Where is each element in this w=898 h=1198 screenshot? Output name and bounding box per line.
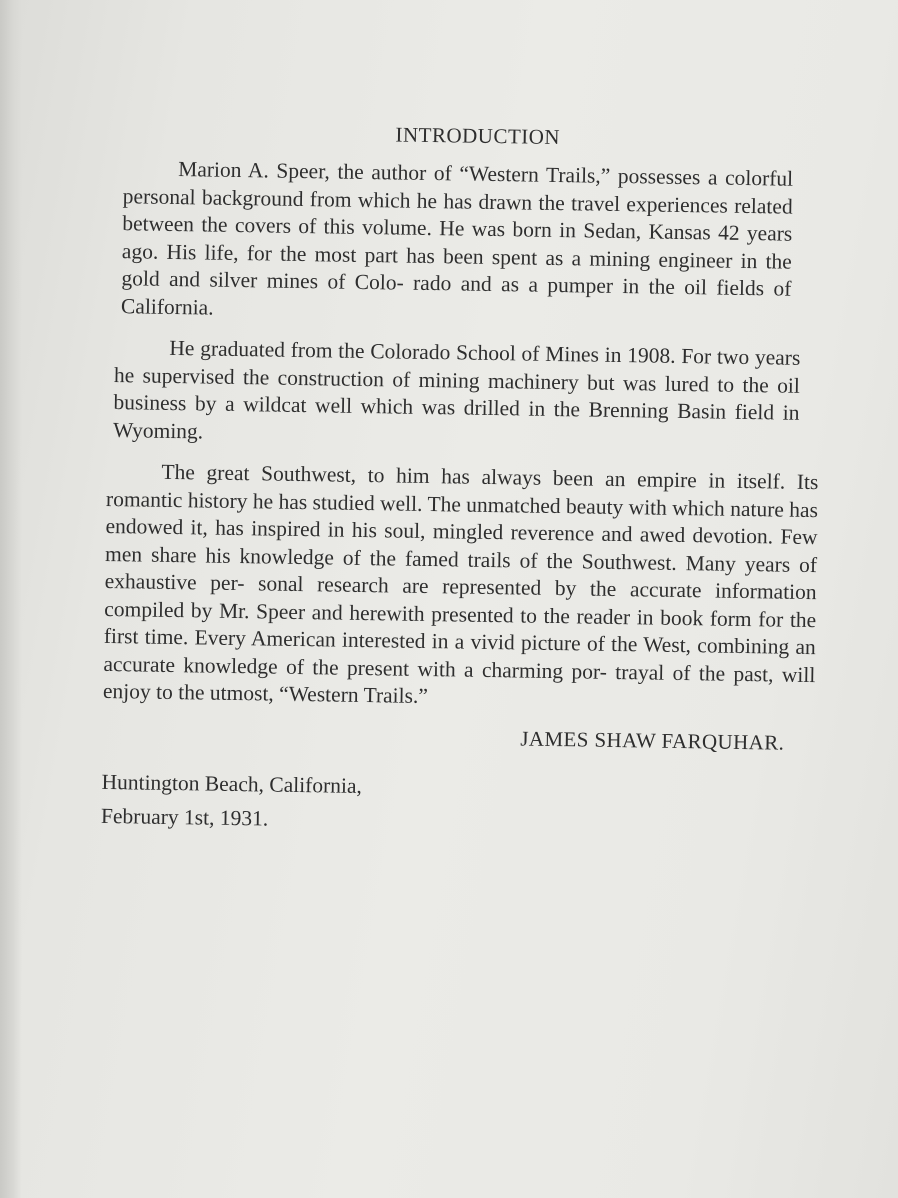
page-text-block: [101, 118, 824, 844]
signature: JAMES SHAW FARQUHAR.: [520, 725, 785, 755]
paragraph-education: He graduated from the Colorado School of Mines in 1908. For two years he supervised the construction of mining machinery but was lured to the oil business by a wildcat well which was drilled in the Brenning Basin field in Wyoming.: [112, 335, 801, 443]
date-line: February 1st, 1931.: [100, 803, 269, 831]
paragraph-southwest: The great Southwest, to him has always been an empire in itself. Its romantic history he has studied well. The unmatched beauty with which nature has endowed it, has inspired in his soul, mingled reverence and awed devotion. Few men share his knowledge of the famed trails of the Southwest. Many years of exhaustive per- sonal research are represented by the accurate information compiled by Mr. Speer and herewith presented to the reader in book form for the first time. Every American interested in a vivid picture of the West, combining an accurate knowledge of the present with a charming por- trayal of the past, will enjoy to the utmost, “Western Trails.”: [102, 459, 819, 709]
page-edge-shadow: [0, 0, 22, 1198]
page-title: INTRODUCTION: [395, 122, 561, 150]
place-line: Huntington Beach, California,: [101, 769, 363, 798]
paragraph-author-background: Marion A. Speer, the author of “Western Trails,” possesses a colorful personal background from which he has drawn the travel experiences related between the covers of this volume. He was born in Sedan, Kansas 42 years ago. His life, for the most part has been spent as a mining engineer in the gold and silver mines of Colo- rado and as a pumper in the oil fields of California.: [120, 157, 794, 320]
